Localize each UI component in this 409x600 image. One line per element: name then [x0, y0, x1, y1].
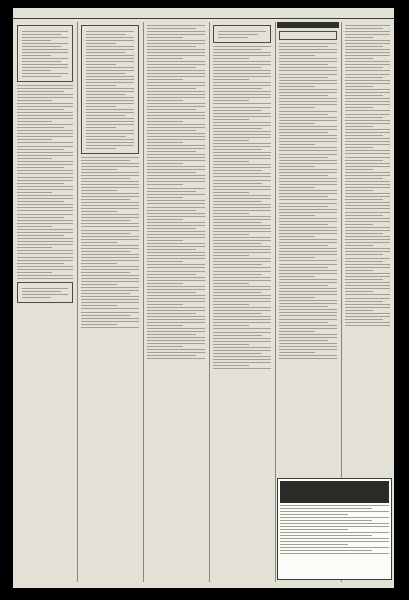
column-1: [15, 22, 75, 582]
column-1-box: [17, 25, 73, 82]
column-5-box: [279, 31, 337, 40]
advertisement: [277, 478, 392, 580]
newspaper-page: [13, 8, 394, 588]
column-2: [79, 22, 141, 582]
column-3: [145, 22, 207, 582]
column-rule: [275, 22, 276, 582]
column-4-box: [213, 25, 271, 43]
column-rule: [209, 22, 210, 582]
header-rule: [13, 18, 394, 19]
advertisement-dark-block: [280, 481, 389, 503]
column-2-box: [81, 25, 139, 154]
section-banner: [277, 22, 339, 28]
column-1-footer-box: [17, 282, 73, 303]
column-4: [211, 22, 273, 582]
column-rule: [143, 22, 144, 582]
column-rule: [77, 22, 78, 582]
